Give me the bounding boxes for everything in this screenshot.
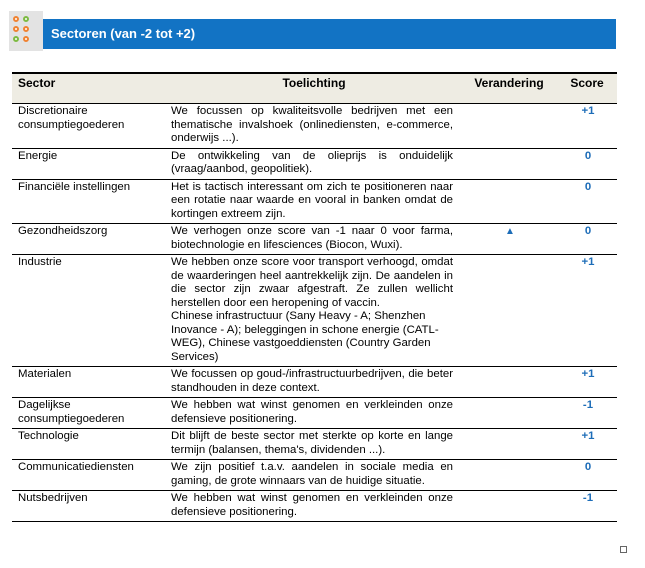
toelichting-text: We focussen op goud-/infrastructuurbedrijven, die beter standhouden in deze context. [171, 368, 453, 394]
table-row [12, 148, 617, 179]
resize-handle[interactable] [620, 546, 627, 553]
toelichting-extra-text: Chinese infrastructuur (Sany Heavy - A; Shenzhen Inovance - A); beleggingen in schone energie (CATL-WEG), Chinese vastgoeddiensten (Country Garden Services) [171, 310, 439, 363]
table-row [12, 460, 617, 491]
sector-name: Materialen [18, 368, 72, 380]
column-header-verandering: Verandering [461, 73, 557, 104]
change-indicator [461, 491, 557, 522]
toelichting-text: We hebben wat winst genomen en verkleinden onze defensieve positionering. [171, 399, 453, 425]
score-value: 0 [584, 149, 592, 162]
toelichting-text: We focussen op kwaliteitsvolle bedrijven met een thematische invalshoek (onlinediensten, e-commerce, onderwijs ...). [171, 105, 453, 144]
sector-name: Gezondheidszorg [18, 225, 108, 237]
change-indicator [461, 148, 557, 179]
toelichting-text: We zijn positief t.a.v. aandelen in sociale media en gaming, de grote winnaars van de huidige situatie. [171, 461, 453, 487]
toelichting-text: Dit blijft de beste sector met sterkte op korte en lange termijn (balansen, thema's, dividenden ...). [171, 430, 453, 456]
table-row [12, 429, 617, 460]
logo-dot [13, 26, 19, 32]
change-indicator [461, 104, 557, 149]
sector-name: Discretionaire consumptiegoederen [18, 105, 125, 131]
logo-dot [23, 36, 29, 42]
sector-name: Nutsbedrijven [18, 492, 88, 504]
logo-dot [23, 16, 29, 22]
sector-table [12, 72, 617, 522]
sector-name: Financiële instellingen [18, 180, 131, 193]
sector-name: Technologie [18, 430, 79, 442]
toelichting-cell [167, 255, 461, 367]
sector-name: Communicatiediensten [18, 461, 134, 473]
score-value: +1 [581, 105, 595, 117]
section-title: Sectoren (van -2 tot +2) [43, 19, 616, 49]
change-indicator [461, 460, 557, 491]
column-header-score: Score [557, 73, 617, 104]
toelichting-text: We hebben wat winst genomen en verkleinden onze defensieve positionering. [171, 492, 453, 518]
score-value: -1 [582, 399, 594, 411]
score-value: +1 [581, 368, 595, 380]
sector-name: Dagelijkse consumptiegoederen [18, 399, 125, 425]
toelichting-text: We hebben onze score voor transport verhoogd, omdat de waarderingen heel aantrekkelijk zijn. De aandelen in die sector zijn zwaar afgestraft. Ze zullen wellicht herstellen door een heropening of vaccin. [171, 256, 453, 309]
change-indicator [461, 429, 557, 460]
logo-dot [13, 36, 19, 42]
toelichting-text: De ontwikkeling van de olieprijs is onduidelijk (vraag/aanbod, geopolitiek). [171, 149, 453, 175]
logo-dot [23, 26, 29, 32]
column-header-sector: Sector [12, 73, 167, 104]
table-row [12, 104, 617, 149]
table-header-row [12, 73, 617, 104]
score-value: +1 [581, 256, 595, 268]
table-row [12, 398, 617, 429]
change-indicator [461, 398, 557, 429]
dot-grid-logo [9, 11, 43, 51]
logo-dot [13, 16, 19, 22]
up-triangle-icon: ▲ [505, 226, 515, 237]
score-value: -1 [582, 492, 594, 504]
change-indicator [461, 179, 557, 224]
sector-name: Industrie [18, 256, 62, 268]
column-header-toelichting: Toelichting [167, 73, 461, 104]
score-value: 0 [584, 225, 592, 237]
score-value: 0 [584, 180, 592, 193]
sector-name: Energie [18, 149, 58, 162]
toelichting-text: Het is tactisch interessant om zich te positioneren naar een rotatie naar waarde en vooral in banken omdat de kortingen extreem zijn. [171, 180, 453, 220]
change-indicator [461, 367, 557, 398]
table-row [12, 367, 617, 398]
score-value: +1 [581, 430, 595, 442]
change-indicator [461, 255, 557, 367]
table-row [12, 255, 617, 367]
toelichting-text: We verhogen onze score van -1 naar 0 voor farma, biotechnologie en lifesciences (Biocon, Wuxi). [171, 225, 453, 251]
table-row [12, 224, 617, 255]
table-row [12, 179, 617, 224]
score-value: 0 [584, 461, 592, 473]
table-row [12, 491, 617, 522]
